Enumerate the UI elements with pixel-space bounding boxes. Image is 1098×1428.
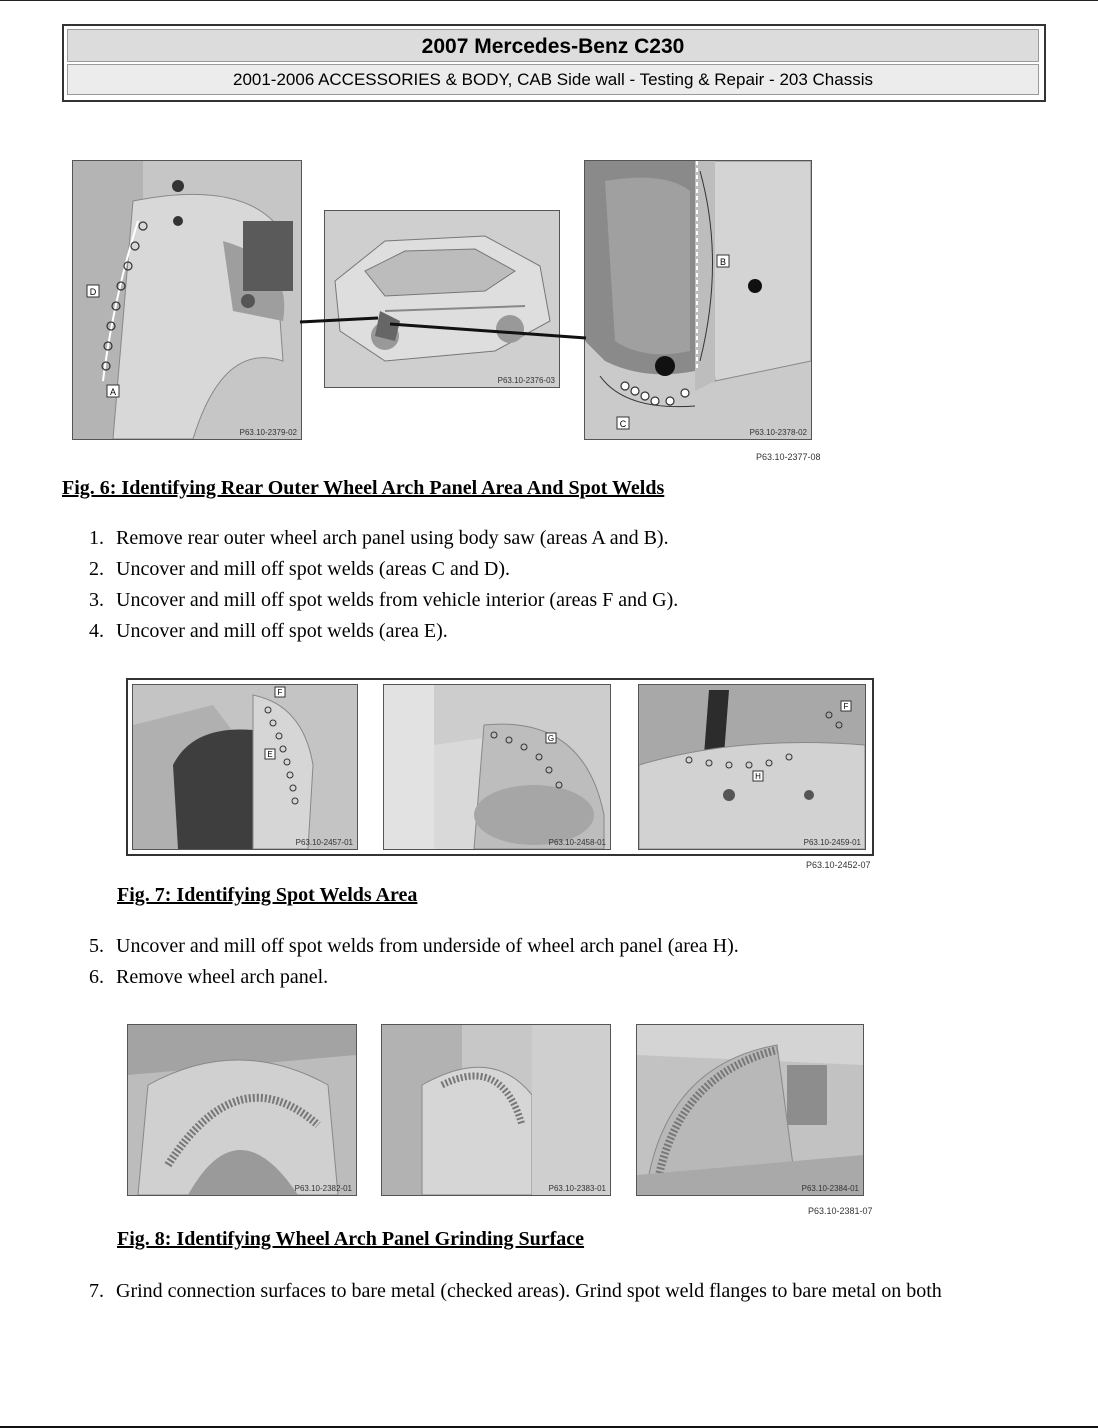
- image-code: P63.10-2458-01: [548, 838, 606, 847]
- list-item: 1. Remove rear outer wheel arch panel using body saw (areas A and B).: [89, 527, 669, 549]
- image-code: P63.10-2384-01: [801, 1184, 859, 1193]
- label-g: G: [547, 734, 555, 743]
- label-e: E: [267, 750, 273, 759]
- list-item: 4. Uncover and mill off spot welds (area E).: [89, 620, 448, 642]
- image-code: P63.10-2382-01: [294, 1184, 352, 1193]
- image-code: P63.10-2379-02: [239, 428, 297, 437]
- steps-list-1: [62, 523, 678, 647]
- list-item: 6. Remove wheel arch panel.: [89, 966, 329, 988]
- page-title: 2007 Mercedes-Benz C230: [67, 29, 1039, 62]
- fig7-image-center: [383, 684, 611, 850]
- document-header: [62, 24, 1046, 102]
- list-item: 3. Uncover and mill off spot welds from vehicle interior (areas F and G).: [89, 589, 679, 611]
- fig6-image-left: [72, 160, 302, 440]
- label-f2: F: [843, 702, 849, 711]
- fig6-code: P63.10-2377-08: [756, 452, 821, 462]
- label-c: C: [619, 419, 627, 429]
- label-a: A: [109, 387, 117, 397]
- image-code: P63.10-2378-02: [749, 428, 807, 437]
- label-b: B: [719, 257, 727, 267]
- fig6-caption: Fig. 6: Identifying Rear Outer Wheel Arch Panel Area And Spot Welds: [62, 477, 665, 499]
- list-item: 5. Uncover and mill off spot welds from underside of wheel arch panel (area H).: [89, 935, 739, 957]
- image-code: P63.10-2457-01: [295, 838, 353, 847]
- page-subtitle: 2001-2006 ACCESSORIES & BODY, CAB Side wall - Testing & Repair - 203 Chassis: [67, 64, 1039, 95]
- label-d: D: [89, 287, 97, 297]
- steps-list-2: [62, 931, 739, 993]
- fig7-image-right: [638, 684, 866, 850]
- fig7-image-left: [132, 684, 358, 850]
- fig8-caption: Fig. 8: Identifying Wheel Arch Panel Grinding Surface: [117, 1228, 585, 1250]
- top-border: [0, 0, 1098, 1]
- fig6-image-right: [584, 160, 812, 440]
- steps-list-3: [62, 1276, 942, 1307]
- image-code: P63.10-2459-01: [803, 838, 861, 847]
- fig6-image-center: [324, 210, 560, 388]
- fig8-image-center: [381, 1024, 611, 1196]
- image-code: P63.10-2376-03: [497, 376, 555, 385]
- fig8-image-right: [636, 1024, 864, 1196]
- fig8-code: P63.10-2381-07: [808, 1206, 873, 1216]
- label-f: F: [277, 688, 283, 697]
- list-item: 7. Grind connection surfaces to bare metal (checked areas). Grind spot weld flanges to bare metal on both: [89, 1280, 942, 1302]
- image-code: P63.10-2383-01: [548, 1184, 606, 1193]
- label-h: H: [755, 772, 761, 781]
- fig7-code: P63.10-2452-07: [806, 860, 871, 870]
- fig8-image-left: [127, 1024, 357, 1196]
- list-item: 2. Uncover and mill off spot welds (areas C and D).: [89, 558, 510, 580]
- fig7-caption: Fig. 7: Identifying Spot Welds Area: [117, 884, 418, 906]
